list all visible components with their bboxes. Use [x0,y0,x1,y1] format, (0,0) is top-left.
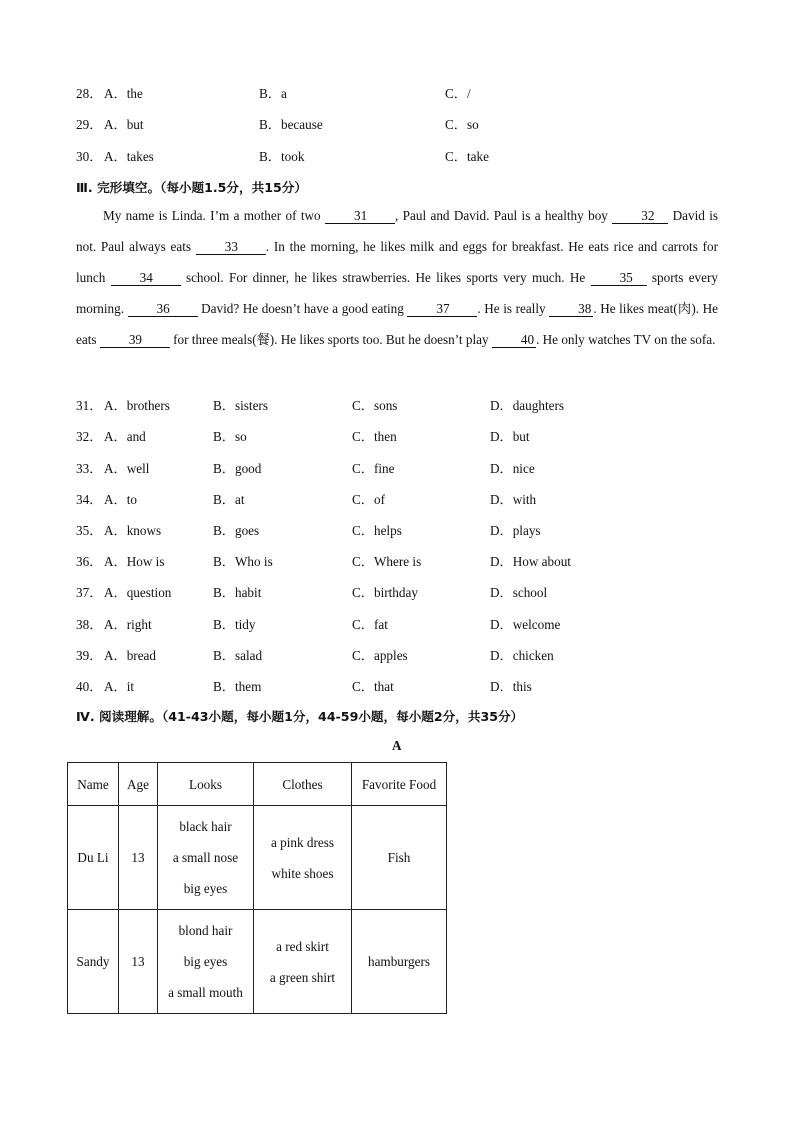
option-a: A．How is [104,554,165,569]
option-b: B．at [213,492,245,507]
looks-line: big eyes [183,881,228,896]
option-a: A．but [104,117,144,132]
cell-food: Fish [352,806,447,910]
option-d: D．with [490,492,537,507]
option-a: A．well [104,461,150,476]
blank-36: 36 [128,301,198,317]
passage-label: A [392,738,402,753]
blank-37: 37 [407,301,477,317]
option-b: B．tidy [213,617,256,632]
question-number: 30． [76,149,103,164]
passage-paragraph [76,200,718,355]
option-b: B．them [213,679,262,694]
question-number: 28． [76,86,103,101]
passage-text: , Paul and David. Paul is a healthy boy [395,208,613,223]
option-a: A．knows [104,523,162,538]
option-b: B．took [259,149,305,164]
question-number: 35． [76,523,103,538]
cell-age: 13 [119,806,158,910]
passage-text: David? He doesn’t have a good eating [197,301,408,316]
option-d: D．but [490,429,530,444]
option-c: C．apples [352,648,408,663]
option-b: B．good [213,461,262,476]
passage-text: . In the morning, he likes milk and eggs for breakfast. He eats rice and carrots for lunch [76,239,718,285]
option-a: A．right [104,617,152,632]
option-b: B．because [259,117,323,132]
cell-looks [158,910,254,1014]
blank-32: 32 [612,208,668,224]
option-b: B．habit [213,585,262,600]
student-info-table [67,762,447,1014]
header-clothes: Clothes [254,763,352,806]
option-b: B．goes [213,523,260,538]
option-c: C．fat [352,617,388,632]
looks-line: big eyes [183,954,228,969]
option-c: C．sons [352,398,398,413]
option-b: B．so [213,429,247,444]
option-b: B．sisters [213,398,268,413]
looks-line: a small mouth [168,985,243,1000]
passage-text: . He only watches TV on the sofa. [536,332,716,347]
option-a: A．the [104,86,143,101]
header-age: Age [119,763,158,806]
blank-35: 35 [591,270,647,286]
table-header-row [68,763,447,806]
passage-text: . He is really [477,301,550,316]
option-b: B．salad [213,648,263,663]
option-c: C．fine [352,461,395,476]
option-a: A．brothers [104,398,170,413]
option-c: C．that [352,679,394,694]
question-number: 29． [76,117,103,132]
option-d: D．How about [490,554,571,569]
cell-clothes [254,910,352,1014]
blank-39: 39 [100,332,170,348]
blank-34: 34 [111,270,181,286]
option-c: C．birthday [352,585,418,600]
blank-33: 33 [196,239,266,255]
option-a: A．takes [104,149,154,164]
question-number: 34． [76,492,103,507]
looks-line: a small nose [172,850,239,865]
question-number: 38． [76,617,103,632]
question-number: 33． [76,461,103,476]
option-c: C．/ [445,86,471,101]
question-number: 40． [76,679,103,694]
question-number: 39． [76,648,103,663]
blank-31: 31 [325,208,395,224]
option-c: C．of [352,492,385,507]
option-d: D．nice [490,461,535,476]
header-looks: Looks [158,763,254,806]
passage-text: . He likes meat(肉). He eats [76,301,718,347]
option-b: B．Who is [213,554,273,569]
option-d: D．chicken [490,648,554,663]
table-row [68,806,447,910]
option-d: D．daughters [490,398,564,413]
option-d: D．plays [490,523,541,538]
clothes-line: a red skirt [276,938,329,954]
cell-name: Sandy [68,910,119,1014]
passage-text: school. For dinner, he likes strawberries. He likes sports very much. He [180,270,591,285]
option-a: A．and [104,429,146,444]
option-c: C．helps [352,523,402,538]
cell-clothes [254,806,352,910]
option-a: A．to [104,492,137,507]
section-3-heading: Ⅲ. 完形填空。（每小题1.5分，共15分） [76,180,307,195]
cell-food: hamburgers [352,910,447,1014]
header-favorite-food: Favorite Food [352,763,447,806]
passage-text: for three meals(餐). He likes sports too. But he doesn’t play [169,332,492,347]
section-4-heading: Ⅳ. 阅读理解。（41-43小题，每小题1分，44-59小题，每小题2分，共35分） [76,709,524,724]
blank-38: 38 [549,301,593,317]
question-number: 37． [76,585,103,600]
cell-looks [158,806,254,910]
looks-line: black hair [179,819,232,834]
option-a: A．it [104,679,135,694]
question-number: 31． [76,398,103,413]
cell-age: 13 [119,910,158,1014]
question-number: 32． [76,429,103,444]
passage-text: David is not. Paul always eats [76,208,718,254]
table-row [68,910,447,1014]
header-name: Name [68,763,119,806]
option-a: A．bread [104,648,156,663]
blank-40: 40 [492,332,536,348]
cell-name: Du Li [68,806,119,910]
looks-line: blond hair [178,923,233,938]
option-c: C．so [445,117,479,132]
option-d: D．this [490,679,532,694]
clothes-line: a pink dress [271,834,334,850]
option-b: B．a [259,86,287,101]
passage-text: sports every morning. [76,270,718,316]
option-d: D．welcome [490,617,561,632]
clothes-line: white shoes [271,865,334,881]
option-c: C．Where is [352,554,422,569]
clothes-line: a green shirt [269,969,336,985]
option-d: D．school [490,585,548,600]
question-number: 36． [76,554,103,569]
option-c: C．take [445,149,489,164]
passage-text: My name is Linda. I’m a mother of two [103,208,325,223]
cloze-passage [76,200,718,355]
option-c: C．then [352,429,397,444]
option-a: A．question [104,585,172,600]
